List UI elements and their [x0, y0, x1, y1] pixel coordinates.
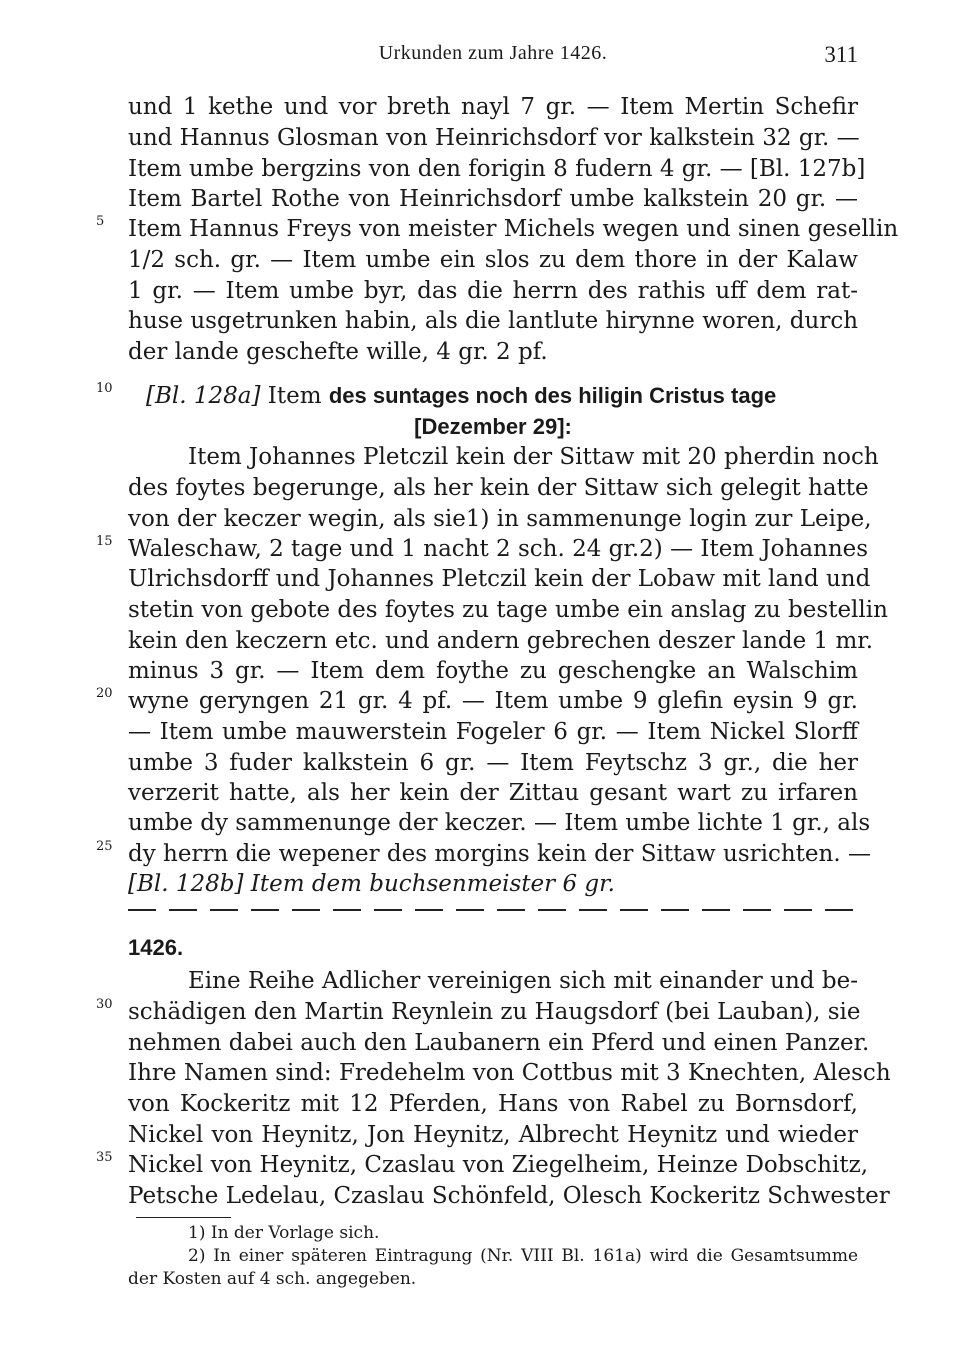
section-line: [Bl. 128b] Item dem buchsenmeister 6 gr.	[128, 871, 615, 897]
section-heading	[146, 381, 846, 411]
section-line: dy herrn die wepener des morgins kein der Sittaw usrichten. —	[128, 841, 871, 867]
year-line: Eine Reihe Adlicher vereinigen sich mit einander und be-	[188, 968, 858, 994]
year-line: nehmen dabei auch den Laubanern ein Pferd und einen Panzer.	[128, 1030, 870, 1056]
line-number: 35	[96, 1150, 113, 1165]
footnote: der Kosten auf 4 sch. angegeben.	[128, 1269, 417, 1289]
section-line: wyne geryngen 21 gr. 4 pf. — Item umbe 9 glefin eysin 9 gr.	[128, 688, 858, 714]
folio-reference: [Bl. 128a]	[146, 383, 261, 409]
section-line: von der keczer wegin, als sie1) in sammenunge login zur Leipe,	[128, 506, 872, 532]
line-number: 25	[96, 839, 113, 854]
body-line: 1 gr. — Item umbe byr, das die herrn des rathis uff dem rat-	[128, 278, 858, 304]
footnote: 2) In einer späteren Eintragung (Nr. VIII Bl. 161a) wird die Gesamtsumme	[188, 1246, 858, 1266]
running-head: Urkunden zum Jahre 1426.	[378, 42, 608, 64]
dashed-separator	[128, 909, 858, 911]
section-title: des suntages noch des hiligin Cristus tage	[328, 383, 777, 408]
year-line: Nickel von Heynitz, Jon Heynitz, Albrecht Heynitz und wieder	[128, 1122, 858, 1148]
line-number: 10	[96, 381, 113, 396]
body-line: 1/2 sch. gr. — Item umbe ein slos zu dem thore in der Kalaw	[128, 247, 858, 273]
body-line: der lande geschefte wille, 4 gr. 2 pf.	[128, 339, 548, 365]
section-line: Waleschaw, 2 tage und 1 nacht 2 sch. 24 gr.2) — Item Johannes	[128, 536, 869, 562]
section-line: des foytes begerunge, als her kein der Sittaw sich gelegit hatte	[128, 475, 869, 501]
page-number: 311	[824, 42, 858, 67]
body-line: und 1 kethe und vor breth nayl 7 gr. — Item Mertin Schefir	[128, 94, 858, 120]
section-line: umbe 3 fuder kalkstein 6 gr. — Item Feytschz 3 gr., die her	[128, 750, 858, 776]
line-number: 30	[96, 997, 113, 1012]
year-line: Nickel von Heynitz, Czaslau von Ziegelheim, Heinze Dobschitz,	[128, 1152, 869, 1178]
line-number: 15	[96, 534, 113, 549]
section-line: Ulrichsdorff und Johannes Pletczil kein der Lobaw mit land und	[128, 566, 871, 592]
section-line: minus 3 gr. — Item dem foythe zu geschengke an Walschim	[128, 658, 858, 684]
line-number: 5	[96, 214, 105, 229]
section-line: Item Johannes Pletczil kein der Sittaw mit 20 pherdin noch	[188, 444, 879, 470]
line-number: 20	[96, 686, 113, 701]
footnote: 1) In der Vorlage sich.	[188, 1223, 380, 1243]
section-date: [Dezember 29]:	[414, 414, 572, 439]
year-line: schädigen den Martin Reynlein zu Haugsdorf (bei Lauban), sie	[128, 999, 861, 1025]
year-line: Ihre Namen sind: Fredehelm von Cottbus mit 3 Knechten, Alesch	[128, 1060, 891, 1086]
body-line: und Hannus Glosman von Heinrichsdorf vor kalkstein 32 gr. —	[128, 125, 860, 151]
section-line: kein den keczern etc. und andern gebrechen deszer lande 1 mr.	[128, 628, 874, 654]
section-line: umbe dy sammenunge der keczer. — Item umbe lichte 1 gr., als	[128, 810, 871, 836]
section-line: — Item umbe mauwerstein Fogeler 6 gr. — Item Nickel Slorff	[128, 719, 858, 745]
year-line: Petsche Ledelau, Czaslau Schönfeld, Olesch Kockeritz Schwester	[128, 1183, 890, 1209]
footnote-rule	[136, 1217, 231, 1218]
item-word: Item	[267, 383, 322, 409]
body-line: Item umbe bergzins von den forigin 8 fudern 4 gr. — [Bl. 127b]	[128, 156, 866, 182]
body-line: Item Hannus Freys von meister Michels wegen und sinen gesellin	[128, 216, 899, 242]
body-line: Item Bartel Rothe von Heinrichsdorf umbe kalkstein 20 gr. —	[128, 186, 858, 212]
section-date-line	[128, 412, 858, 442]
body-line: huse usgetrunken habin, als die lantlute hirynne woren, durch	[128, 308, 859, 334]
section-line: verzerit hatte, als her kein der Zittau gesant wart zu irfaren	[128, 780, 858, 806]
page-header	[128, 42, 858, 72]
year-heading: 1426.	[128, 935, 184, 960]
year-line: von Kockeritz mit 12 Pferden, Hans von Rabel zu Bornsdorf,	[128, 1091, 858, 1117]
section-line: stetin von gebote des foytes zu tage umbe ein anslag zu bestellin	[128, 597, 888, 623]
